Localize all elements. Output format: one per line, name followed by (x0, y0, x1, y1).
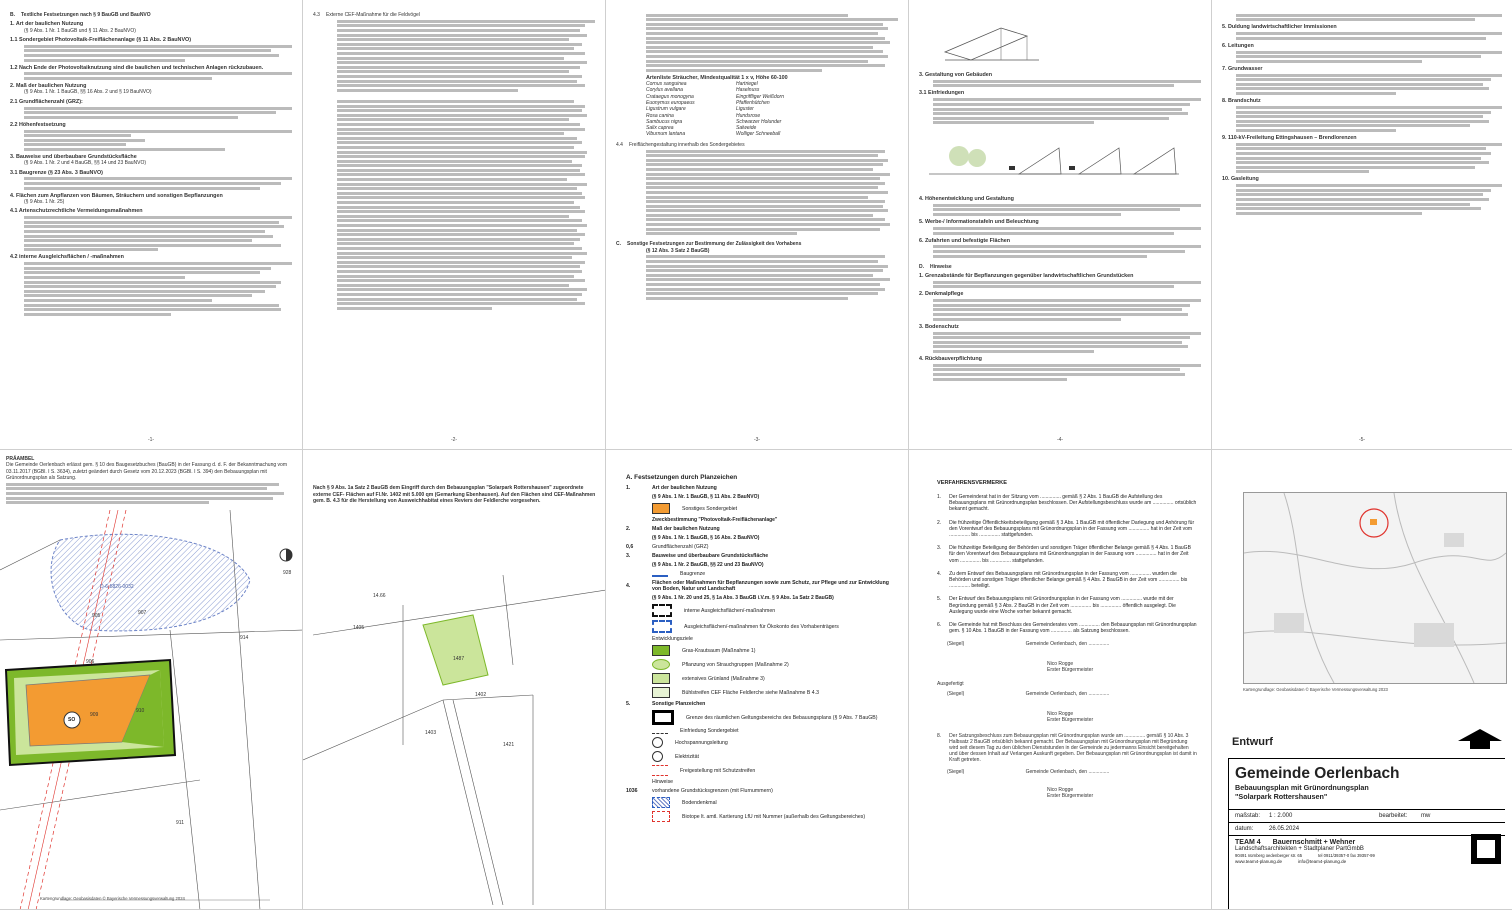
legend-sub: (§ 9 Abs. 1 Nr. 1 BauGB, § 11 Abs. 2 BauNVO) (652, 494, 760, 500)
legend-swatch-icon (652, 503, 670, 514)
legend-row (626, 526, 896, 532)
plant-german: Salweide (736, 125, 757, 132)
overview-map (1243, 492, 1507, 684)
legend-item (626, 659, 896, 670)
editor-value: mw (1421, 813, 1431, 819)
item-1-1-head: 1.1 Sondergebiet Photovoltaik-Freiflächenanlage (§ 11 Abs. 2 BauNVO) (10, 36, 192, 43)
legend-text: vorhandene Grundstücksgrenzen (mit Flurnummern) (652, 788, 773, 794)
filler-p3c (616, 255, 898, 299)
seal-label-2: (Siegel) (947, 691, 965, 698)
legend-swatch-icon (652, 673, 670, 684)
legend-text: Elektrizität (675, 753, 699, 760)
procedure-step-text: Der Gemeinderat hat in der Sitzung vom ............... gemäß § 2 Abs. 1 BauGB die Aufstellung des Bebauungsplans mit Grünordnungsplan beschlossen. Der Aufstellungsbeschluss wurde am ............... ortsüblich bekannt gemacht. (949, 494, 1197, 513)
editor-label: bearbeitet: (1379, 813, 1408, 819)
legend-item (626, 701, 896, 707)
signer-role: Erster Bürgermeister (1047, 667, 1094, 674)
legend-text: Einfriedung Sondergebiet (680, 728, 739, 734)
status-label: Entwurf (1232, 736, 1273, 748)
legend-text: Flächen oder Maßnahmen für Bepflanzungen sowie zum Schutz, zur Pflege und zur Entwicklung von Boden, Natur und Landschaft (652, 580, 889, 592)
filler-p4h (919, 332, 1201, 353)
firm-address: 90491 nürnberg oedenberger str. 65 (1235, 853, 1303, 858)
cef-parcel-number: 1402 (475, 692, 487, 698)
plant-list-title: Artenliste Sträucher, Mindestqualität 1 x v, Höhe 60-100 (646, 74, 788, 81)
filler-p4a (919, 80, 1201, 88)
legend-swatch-icon (652, 620, 672, 633)
legend-item (626, 636, 896, 642)
signer-name: Nico Rogge (1047, 661, 1074, 668)
section-4-3-header: 4.3 Externe CEF-Maßnahme für die Feldvögel (313, 12, 420, 18)
legend-text: Ausgleichsflächen/-maßnahmen für Ökokonto des Vorhabenträgers (684, 623, 839, 630)
north-arrow-icon (1458, 729, 1502, 749)
legend-text: Bodendenkmal (682, 799, 717, 806)
procedure-step (937, 571, 1197, 590)
page-number: -2- (450, 437, 458, 443)
legend-swatch-icon (652, 604, 672, 617)
firm-logo-icon (1471, 834, 1501, 864)
legend-item (626, 604, 896, 617)
legend-row (626, 765, 896, 776)
legend-text: Hochspannungsleitung (675, 739, 728, 746)
parcel-number: 910 (136, 708, 145, 714)
procedure-step-text: Die frühzeitige Beteiligung der Behörden und sonstigen Träger öffentlicher Belange gemäß § 4 Abs. 1 BauGB für den Vorentwurf des Bebauungsplans mit Grünordnungsplan in der Fassung vom ............... hat in der Zeit vom ............... bis ............... stattgefunden. (949, 545, 1191, 564)
page-number: -4- (1056, 437, 1064, 443)
plant-german: Hartriegel (736, 81, 758, 88)
cef-map (303, 545, 606, 905)
firm-partners: Bauernschmitt + Wehner (1272, 839, 1356, 846)
filler-4 (10, 130, 292, 151)
legend-text: Freigestellung mit Schutzstreifen (680, 767, 756, 774)
section-drawing-fence (937, 12, 1047, 64)
page-number: -3- (753, 437, 761, 443)
item-2-2-head: 2.2 Höhenfestsetzung (10, 121, 66, 128)
legend-num: 5. (626, 701, 631, 707)
legend-num: 1036 (626, 788, 638, 794)
cef-sheet (303, 450, 606, 910)
seal-label: (Siegel) (947, 641, 965, 648)
place-date: Gemeinde Oerlenbach, den ............... (1025, 641, 1110, 648)
step8-text: Der Satzungsbeschluss zum Bebauungsplan mit Grünordnungsplan wurde am ............... gemäß § 10 Abs. 3 Halbsatz 2 BauGB ortsüblich bekannt gemacht. Der Bebauungsplan mit Grünordnungsplan mit Begründung wird seit diesem Tag zu den üblichen Dienststunden in der Gemeinde zu jedermanns Einsicht bereitgehalten und über dessen Inhalt auf Verlangen Auskunft gegeben. Der Bebauungsplan mit Grünordnungsplan ist damit in Kraft getreten. (949, 733, 1197, 764)
place-date-3: Gemeinde Oerlenbach, den ............... (1025, 769, 1110, 776)
procedure-step-num: 6. (937, 622, 942, 629)
filler-p4e (919, 245, 1201, 257)
legend-item (626, 580, 896, 601)
legend-row (626, 673, 896, 684)
legend-title: A. Festsetzungen durch Planzeichen (626, 474, 738, 481)
item-1-head: 1. Art der baulichen Nutzung (10, 21, 84, 28)
item-brandschutz: 8. Brandschutz (1222, 98, 1261, 105)
text-page-4 (909, 0, 1212, 450)
parcel-number: 907 (138, 610, 147, 616)
filler-1 (10, 45, 292, 62)
date-label: datum: (1235, 826, 1254, 832)
legend-swatch-icon (652, 733, 668, 734)
filler-p4c (919, 204, 1201, 216)
legend-item (626, 485, 896, 500)
item-4-head: 4. Flächen zum Anpflanzen von Bäumen, Sträuchern und sonstigen Bepflanzungen (10, 192, 223, 199)
legend-item (626, 553, 896, 568)
legend-text: Entwicklungsziele (652, 636, 693, 642)
legend-item (626, 645, 896, 656)
procedure-step (937, 596, 1197, 615)
legend-item (626, 673, 896, 684)
item-2-sub: (§ 9 Abs. 1 Nr. 1 BauGB, §§ 16 Abs. 2 und § 19 BauNVO) (24, 89, 152, 96)
procedure-step-text: Die frühzeitige Öffentlichkeitsbeteiligung gemäß § 3 Abs. 1 BauGB mit öffentlicher Darlegung und Anhörung für den Vorentwurf des Bebauungsplans mit Grünordnungsplan in der Fassung vom ............... hat in der Zeit vom ............... bis ............... stattgefunden. (949, 519, 1195, 539)
legend-sub: (§ 9 Abs. 1 Nr. 20 und 25, § 1a Abs. 3 BauGB i.V.m. § 9 Abs. 1a Satz 2 BauGB) (652, 595, 834, 601)
legend-item (626, 779, 896, 785)
plant-latin: Cornus sanguinea (646, 81, 687, 88)
plant-german: Schwarzer Holunder (736, 118, 782, 125)
legend-sub: Zweckbestimmung "Photovoltaik-Freiflächenanlage" (652, 517, 778, 523)
title-block-sheet (1212, 450, 1512, 910)
section-drawing-solar (919, 128, 1189, 188)
legend-text: Biotope lt. amtl. Kartierung LfU mit Nummer (außerhalb des Geltungsbereiches) (682, 813, 866, 820)
cef-parcel-number: 1405 (353, 625, 365, 631)
procedure-title: VERFAHRENSVERMERKE (937, 480, 1007, 486)
plant-latin: Euonymus europaeus (646, 99, 695, 106)
section-c-sub: (§ 12 Abs. 3 Satz 2 BauGB) (646, 247, 710, 254)
section-b-title: Textliche Festsetzungen nach § 9 BauGB und BauNVO (21, 12, 151, 18)
legend-item (626, 728, 896, 734)
hint-1: 1. Grenzabstände für Bepflanzungen gegenüber landwirtschaftlichen Grundstücken (919, 272, 1134, 279)
legend-list (626, 485, 896, 822)
item-werbung: 5. Werbe-/ Informationstafeln und Beleuchtung (919, 219, 1039, 226)
plant-german: Wolliger Schneeball (736, 131, 781, 138)
section-d-header: D. Hinweise (919, 263, 952, 270)
legend-text: extensives Grünland (Maßnahme 3) (682, 675, 765, 682)
parcel-number: 928 (283, 570, 292, 576)
filler-p4b (919, 98, 1201, 124)
filler-p5b (1222, 32, 1502, 40)
item-3-sub: (§ 9 Abs. 1 Nr. 2 und 4 BauGB, §§ 14 und 23 BauNVO) (24, 160, 147, 167)
legend-num: 2. (626, 526, 631, 532)
firm-phone: tel 0911/39357-0 fax 39357-99 (1318, 853, 1375, 858)
legend-row (626, 636, 896, 642)
preamble-text: Die Gemeinde Oerlenbach erlässt gem. § 10 des Baugesetzbuches (BauGB) in der Fassung d. d. F. der Bekanntmachung vom 03.11.2017 (BGBl. I S. 3634), zuletzt geändert durch Gesetz vom 20.12.2023 (BGBl. I S. 394) den Bebauungsplan mit Grünordnungsplan als Satzung. (6, 462, 287, 481)
legend-row (626, 811, 896, 822)
legend-text: interne Ausgleichsflächen/-maßnahmen (684, 607, 776, 614)
legend-swatch-icon (652, 710, 674, 725)
legend-row (626, 604, 896, 617)
procedure-step-num: 1. (937, 494, 942, 500)
item-grundwasser: 7. Grundwasser (1222, 65, 1263, 72)
procedure-step (937, 494, 1197, 513)
filler-2 (10, 72, 292, 80)
legend-item (626, 811, 896, 822)
section-c-header: C. Sonstige Festsetzungen zur Bestimmung der Zulässigkeit des Vorhabens (616, 241, 802, 248)
legend-text: Maß der baulichen Nutzung (652, 526, 720, 532)
plant-latin: Sambucus nigra (646, 118, 683, 125)
legend-swatch-icon (652, 645, 670, 656)
legend-sheet (606, 450, 909, 910)
item-4-1-head: 4.1 Artenschutzrechtliche Vermeidungsmaßnahmen (10, 208, 143, 215)
legend-row (626, 659, 896, 670)
plant-latin: Ligustrum vulgare (646, 106, 686, 113)
filler-5 (10, 177, 292, 189)
plant-german: Haselnuss (736, 87, 760, 94)
filler-p3a (616, 14, 898, 72)
cef-parcel-number: 1403 (425, 730, 437, 736)
signer-name-2: Nico Rogge (1047, 711, 1074, 718)
parcel-number: 914 (240, 635, 249, 641)
signer-name-3: Nico Rogge (1047, 787, 1074, 794)
item-gebaeude: 3. Gestaltung von Gebäuden (919, 72, 993, 78)
legend-swatch-icon (652, 811, 670, 822)
plant-latin: Viburnum lantana (646, 131, 686, 138)
legend-num: 0,6 (626, 544, 634, 550)
filler-p4d (919, 227, 1201, 235)
map-caption: Kartengrundlage: Geobasisdaten © Bayerische Vermessungsverwaltung 2024 (40, 896, 185, 901)
filler-p4g (919, 299, 1201, 320)
item-leitungen: 6. Leitungen (1222, 42, 1254, 49)
item-3-1-head: 3.1 Baugrenze (§ 23 Abs. 3 BauNVO) (10, 169, 103, 176)
step8-num: 8. (937, 733, 942, 740)
filler-p5f (1222, 143, 1502, 174)
plant-latin: Crataegus monogyna (646, 93, 694, 100)
legend-text: Art der baulichen Nutzung (652, 485, 717, 491)
overview-caption: Kartengrundlage: Geobasisdaten © Bayerische Vermessungsverwaltung 2023 (1243, 687, 1388, 692)
date-value: 26.05.2024 (1269, 826, 1300, 832)
filler-p4f (919, 281, 1201, 289)
item-hoehe: 4. Höhenentwicklung und Gestaltung (919, 195, 1014, 202)
site-plan-map (0, 510, 303, 910)
text-page-1 (0, 0, 303, 450)
title-block (1228, 758, 1505, 910)
legend-row (626, 687, 896, 698)
filler-p4i (919, 364, 1201, 381)
legend-row (626, 553, 896, 559)
legend-num: 3. (626, 553, 631, 559)
hint-4: 4. Rückbauverpflichtung (919, 355, 982, 362)
item-4-sub: (§ 9 Abs. 1 Nr. 25) (24, 198, 65, 205)
legend-text: Hinweise (652, 779, 674, 785)
item-3-head: 3. Bauweise und überbaubare Grundstücksfläche (10, 153, 137, 160)
legend-item (626, 526, 896, 541)
procedure-step-text: Die Gemeinde hat mit Beschluss des Gemeinderates vom ............... den Bebauungsplan mit Grünordnungsplan gem. § 10 Abs. 1 BauGB in der Fassung vom ............... als Satzung beschlossen. (949, 622, 1197, 635)
item-gasleitung: 10. Gasleitung (1222, 176, 1259, 183)
parcel-number: 905 (92, 613, 101, 619)
legend-sub: (§ 9 Abs. 1 Nr. 2 BauGB, §§ 22 und 23 BauNVO) (652, 562, 764, 568)
legend-item (626, 797, 896, 808)
legend-row (626, 797, 896, 808)
filler-p5a (1222, 14, 1502, 22)
legend-item (626, 503, 896, 523)
parcel-number: 906 (86, 659, 95, 665)
so-label: SO (68, 717, 76, 723)
filler-p5g (1222, 184, 1502, 215)
item-2-1-head: 2.1 Grundflächenzahl (GRZ): (10, 98, 83, 105)
filler-7 (10, 262, 292, 316)
scale-value: 1 : 2.000 (1269, 813, 1293, 819)
plan-name: "Solarpark Rottershausen" (1235, 792, 1328, 801)
signer-role-2: Erster Bürgermeister (1047, 717, 1094, 724)
legend-num: 4. (626, 583, 631, 589)
filler-p3b (616, 150, 898, 236)
cef-note: Nach § 9 Abs. 1a Satz 2 BauGB dem Eingriff durch den Bebauungsplan "Solarpark Rottershausen" zugeordnete externe CEF- Flächen auf Fl.Nr. 1402 mit 5.000 qm (Gemarkung Ebenhausen). Auf den Flächen sind CEF-Maßnahmen gem. B. 4.3 für die Herstellung von Ausweichhabitat eines Reviers der Feldlerche vorgesehen. (313, 485, 596, 505)
legend-text: Grenze des räumlichen Geltungsbereichs des Bebauungsplans (§ 9 Abs. 7 BauGB) (686, 714, 878, 721)
procedure-step-num: 2. (937, 519, 942, 526)
legend-row (626, 728, 896, 734)
legend-item (626, 751, 896, 762)
legend-text: Baugrenze (680, 571, 706, 577)
filler-3 (10, 107, 292, 119)
procedure-step (937, 622, 1197, 634)
filler-p5e (1222, 106, 1502, 132)
cef-parcel-number: 1487 (453, 656, 465, 662)
plant-german: Pfaffenhütchen (736, 99, 770, 106)
legend-row (626, 737, 896, 748)
legend-row (626, 620, 896, 633)
legend-swatch-icon (652, 737, 663, 748)
legend-text: Bauweise und überbaubare Grundstücksfläche (652, 553, 769, 559)
plant-latin: Rosa canina (646, 112, 674, 119)
scale-label: maßstab: (1235, 813, 1261, 819)
legend-item (626, 544, 896, 550)
plant-list (616, 81, 898, 138)
legend-swatch-icon (652, 659, 670, 670)
legend-row (626, 751, 896, 762)
plant-german: Liguster (736, 106, 754, 113)
legend-item (626, 571, 896, 577)
monument-label: D-6-5826-0032 (100, 584, 134, 590)
plant-german: Eingriffliger Weißdorn (736, 93, 784, 100)
plant-row (646, 131, 898, 137)
legend-item (626, 620, 896, 633)
firm-email: info@team4-planung.de (1298, 859, 1347, 864)
procedure-step-num: 4. (937, 570, 942, 577)
filler-p2 (313, 20, 595, 310)
plant-german: Hundsrose (736, 112, 761, 119)
legend-item (626, 788, 896, 794)
hint-3: 3. Bodenschutz (919, 323, 959, 330)
item-immissionen: 5. Duldung landwirtschaftlicher Immissionen (1222, 24, 1337, 31)
legend-item (626, 765, 896, 776)
hint-2: 2. Denkmalpflege (919, 291, 964, 298)
legend-row (626, 701, 896, 707)
legend-sub: (§ 9 Abs. 1 Nr. 1 BauGB, § 16 Abs. 2 BauNVO) (652, 535, 760, 541)
legend-row (626, 788, 896, 794)
cef-parcel-number: 14.66 (373, 593, 386, 599)
procedure-step-num: 5. (937, 596, 942, 603)
legend-row (626, 779, 896, 785)
filler-6 (10, 216, 292, 251)
legend-swatch-icon (652, 575, 668, 577)
legend-swatch-icon (652, 765, 668, 776)
procedure-steps (937, 494, 1197, 634)
parcel-number: 909 (90, 712, 99, 718)
section-4-3-title: Externe CEF-Maßnahme für die Feldvögel (325, 12, 420, 18)
procedure-step (937, 520, 1197, 539)
preamble-title: PRÄAMBEL (6, 456, 35, 462)
text-page-2 (303, 0, 606, 450)
item-einfriedungen: 3.1 Einfriedungen (919, 90, 965, 97)
legend-num: 1. (626, 485, 631, 491)
procedure-step-text: Der Entwurf des Bebauungsplans mit Grünordnungsplan in der Fassung vom ............... wurde mit der Begründung gemäß § 3 Abs. 2 BauGB in der Zeit vom ............... bis ............... öffentlich ausgelegt. Die Auslegung wurde eine Woche vorher bekannt gemacht. (949, 596, 1176, 615)
cef-parcel-number: 1421 (503, 742, 515, 748)
legend-row (626, 710, 896, 725)
item-1-sub: (§ 9 Abs. 1 Nr. 1 BauGB und § 11 Abs. 2 BauNVO) (24, 27, 136, 34)
municipality: Gemeinde Oerlenbach (1235, 765, 1400, 782)
procedure-step (937, 545, 1197, 564)
firm-line2: Landschaftsarchitekten + Stadtplaner PartGmbB (1235, 846, 1364, 852)
firm-name: TEAM 4 (1235, 839, 1261, 846)
signer-role-3: Erster Bürgermeister (1047, 793, 1094, 800)
item-1-2-head: 1.2 Nach Ende der Photovoltaiknutzung sind die baulichen und technischen Anlagen rückzubauen. (10, 64, 264, 71)
parcel-number: 911 (176, 820, 184, 826)
item-4-2-head: 4.2 interne Ausgleichsflächen / -maßnahmen (10, 254, 124, 261)
procedure-sheet (909, 450, 1212, 910)
legend-text: Bühlstreifen CEF Fläche Feldlerche siehe Maßnahme B 4.3 (682, 689, 819, 696)
issued-label: Ausgefertigt (937, 681, 964, 688)
procedure-step-text: Zu dem Entwurf des Bebauungsplans mit Grünordnungsplan in der Fassung vom ............... wurden die Behörden und sonstigen Träger öffentlicher Belange gemäß § 4 Abs. 2 BauGB in der Zeit vom ............... bis ............... beteiligt. (949, 570, 1188, 590)
legend-item (626, 687, 896, 698)
legend-item (626, 710, 896, 725)
section-b-header: B. Textliche Festsetzungen nach § 9 BauGB und BauNVO (10, 12, 151, 18)
legend-swatch-icon (652, 687, 670, 698)
firm-web: www.team4-planung.de (1235, 859, 1283, 864)
plan-type: Bebauungsplan mit Grünordnungsplan (1235, 783, 1369, 792)
section-4-4-header: 4.4 Freiflächengestaltung innerhalb des Sondergebietes (616, 141, 745, 148)
legend-text: Pflanzung von Strauchgruppen (Maßnahme 2) (682, 661, 789, 668)
legend-text: Sonstiges Sondergebiet (682, 505, 738, 512)
filler-p5c (1222, 51, 1502, 63)
legend-item (626, 737, 896, 748)
legend-text: Sonstige Planzeichen (652, 701, 706, 707)
legend-row (626, 580, 896, 592)
plan-sheet (0, 450, 303, 910)
place-date-2: Gemeinde Oerlenbach, den ............... (1025, 691, 1110, 698)
legend-row (626, 571, 896, 577)
item-2-head: 2. Maß der baulichen Nutzung (10, 83, 87, 90)
legend-text: Gras-Krautsaum (Maßnahme 1) (682, 647, 756, 654)
text-page-3 (606, 0, 909, 450)
legend-text: Grundflächenzahl (GRZ) (652, 544, 709, 550)
filler-p5d (1222, 74, 1502, 95)
page-number: -1- (147, 437, 155, 443)
procedure-step-num: 3. (937, 545, 942, 552)
item-freileitung: 9. 110-kV-Freileitung Ettingshausen – Brendlorenzen (1222, 134, 1357, 141)
legend-row (626, 544, 896, 550)
legend-row (626, 645, 896, 656)
item-zufahrten: 6. Zufahrten und befestigte Flächen (919, 237, 1011, 244)
legend-row (626, 503, 896, 514)
plant-latin: Salix caprea (646, 125, 674, 132)
page-number: -5- (1358, 437, 1366, 443)
legend-swatch-icon (652, 751, 663, 762)
legend-swatch-icon (652, 797, 670, 808)
seal-label-3: (Siegel) (947, 769, 965, 776)
legend-row (626, 485, 896, 491)
plant-latin: Corylus avellana (646, 87, 683, 94)
text-page-5 (1212, 0, 1512, 450)
